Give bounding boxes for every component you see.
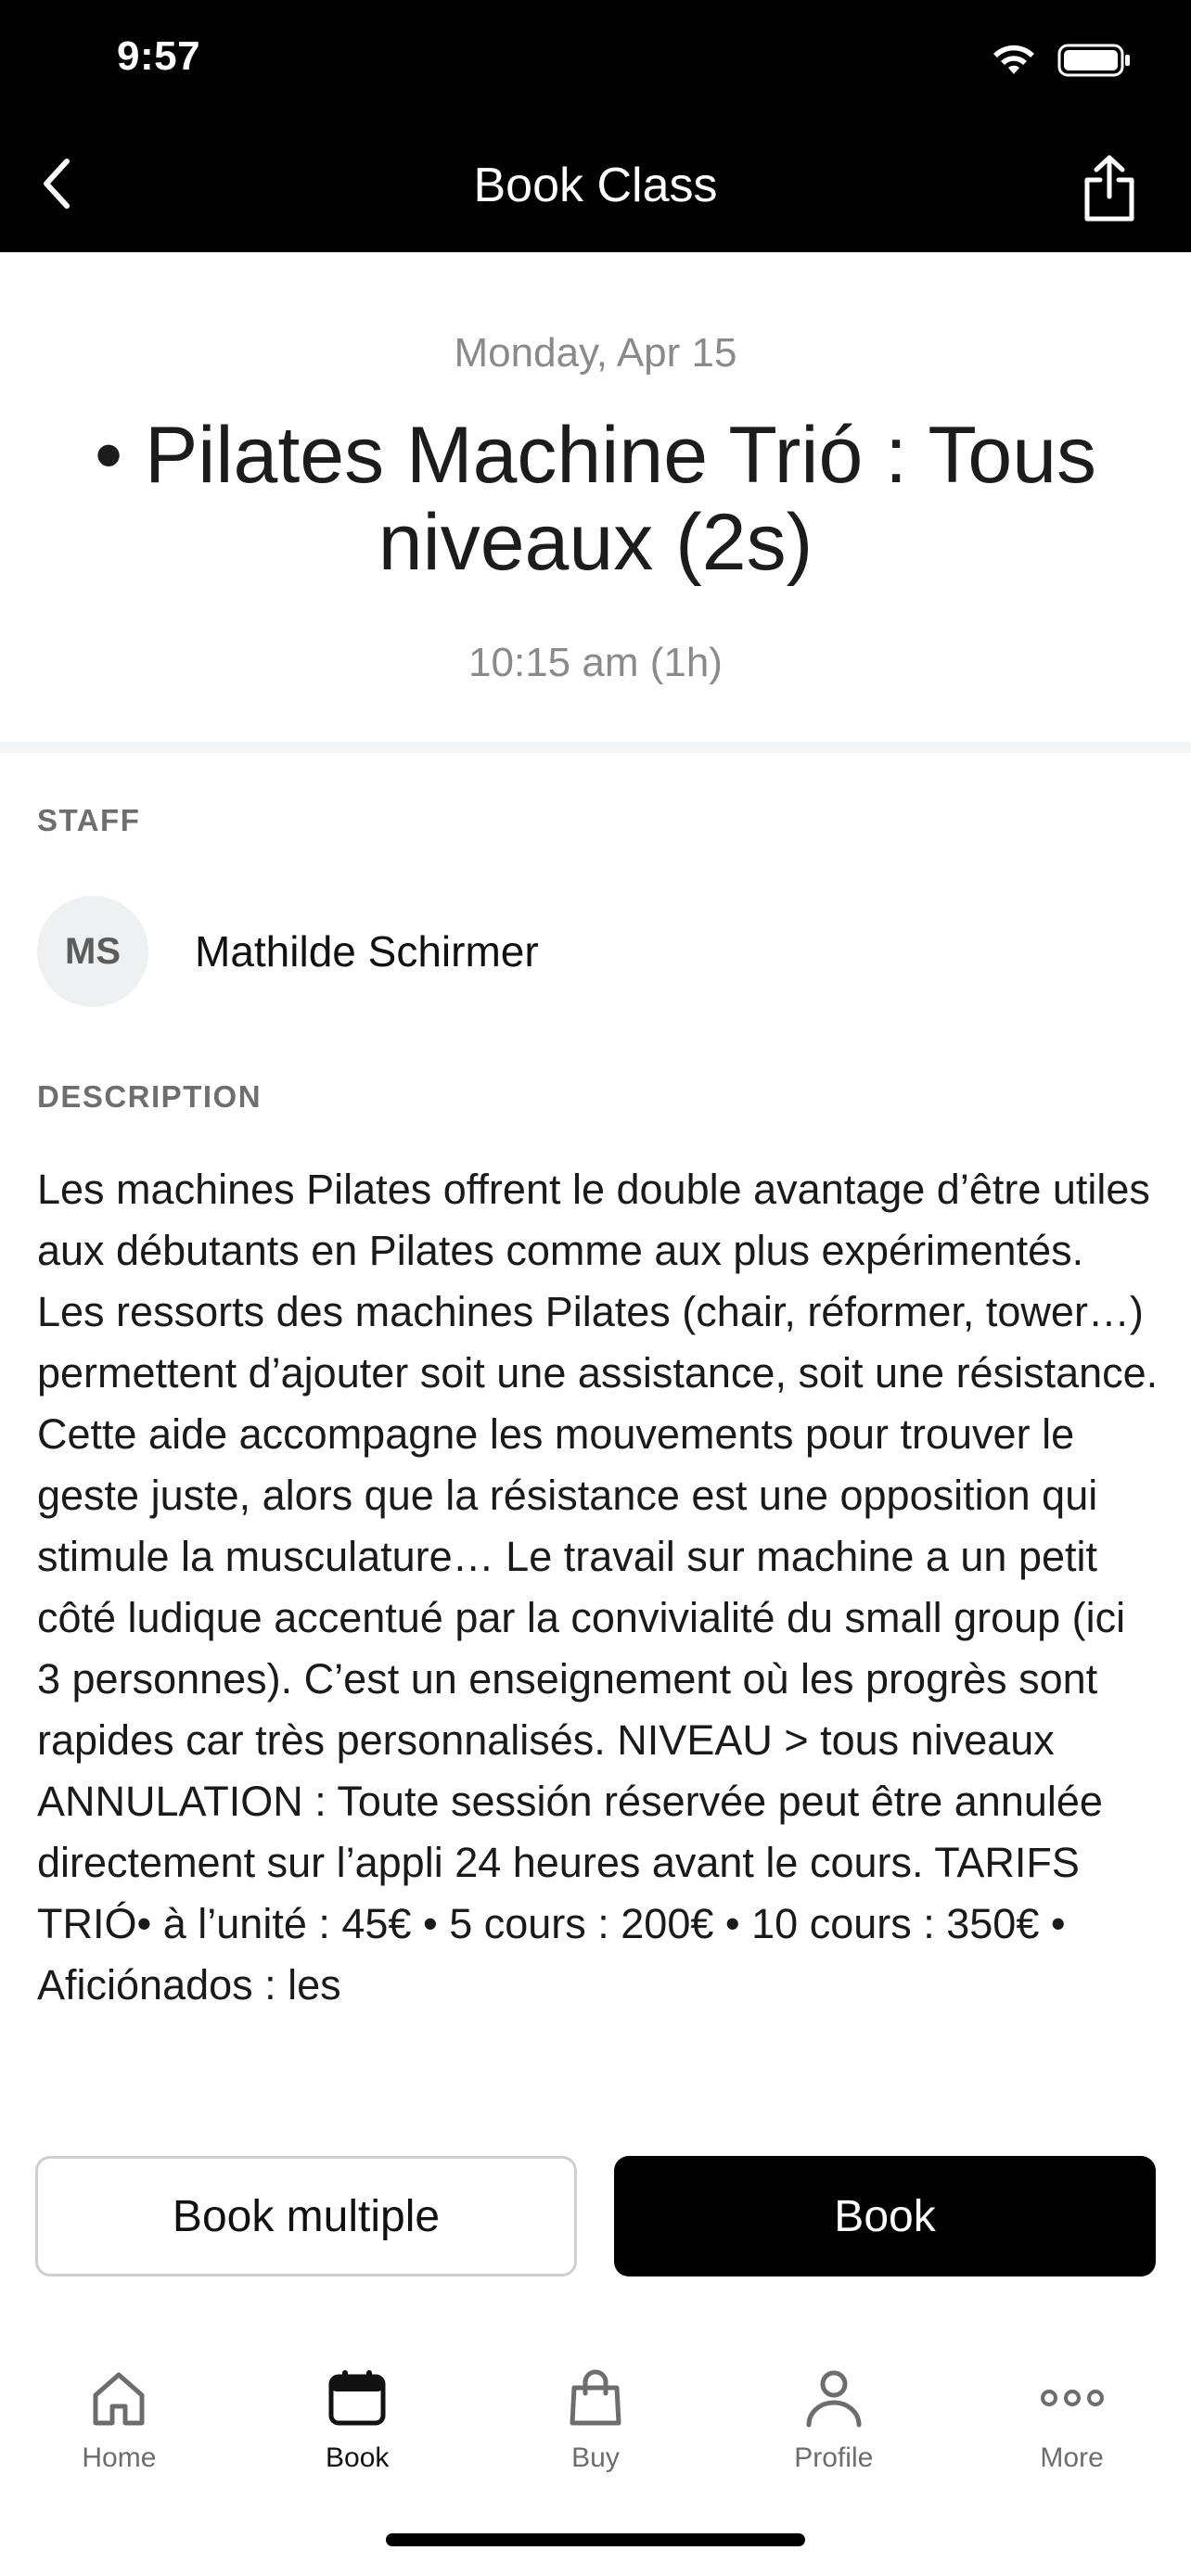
nav-title: Book Class [473,159,718,212]
person-icon [797,2361,871,2435]
battery-icon [1057,43,1132,83]
tab-bar [0,2337,1191,2485]
tab-book[interactable] [238,2337,477,2485]
calendar-icon [320,2361,394,2435]
home-icon [82,2361,156,2435]
class-time: 10:15 am (1h) [468,640,723,685]
class-header [0,252,1191,744]
tab-label: Buy [571,2442,620,2473]
share-icon [1080,154,1139,227]
tab-more[interactable] [953,2337,1191,2485]
class-date: Monday, Apr 15 [454,330,737,376]
section-divider [0,742,1191,753]
share-button[interactable] [1072,148,1146,232]
staff-row[interactable] [37,896,539,1007]
description-text: Les machines Pilates offrent le double avantage d’être utiles aux débutants en Pilates comme aux plus expérimentés. Les ressorts des machines Pilates (chair, réformer, tower…) permettent d’ajouter soit une assistance, soit une résistance. Cette aide accompagne les mouvements pour trouver le geste juste, alors que la résistance est une opposition qui stimule la musculature… Le travail sur machine a un petit côté ludique accentué par la convivialité du small group (ici 3 personnes). C’est un enseignement où les progrès sont rapides car très personnalisés. NIVEAU > tous niveaux ANNULATION : Toute sessión réservée peut être annulée directement sur l’appli 24 heures avant le cours. TARIFS TRIÓ• à l’unité : 45€ • 5 cours : 200€ • 10 cours : 350€ • Aficiónados : les [37,1166,1159,2009]
tab-label: More [1040,2442,1104,2473]
description-fade [0,2068,1191,2096]
staff-name: Mathilde Schirmer [195,927,539,976]
home-indicator [386,2533,805,2546]
staff-label: STAFF [37,803,141,837]
tab-profile[interactable] [714,2337,953,2485]
shopping-bag-icon [558,2361,633,2435]
class-title: • Pilates Machine Trió : Tous niveaux (2s) [94,411,1097,587]
tab-label: Book [326,2442,390,2473]
book-multiple-button[interactable]: Book multiple [35,2156,577,2276]
avatar: MS [37,896,148,1007]
tab-label: Home [82,2442,157,2473]
tab-buy[interactable] [477,2337,715,2485]
top-header [0,0,1191,252]
book-button[interactable]: Book [614,2156,1156,2276]
tab-home[interactable] [0,2337,238,2485]
more-dots-icon [1035,2361,1109,2435]
status-time: 9:57 [117,33,201,79]
status-icons [991,43,1132,83]
tab-label: Profile [794,2442,874,2473]
description-label: DESCRIPTION [37,1079,263,1114]
wifi-icon [991,43,1037,83]
